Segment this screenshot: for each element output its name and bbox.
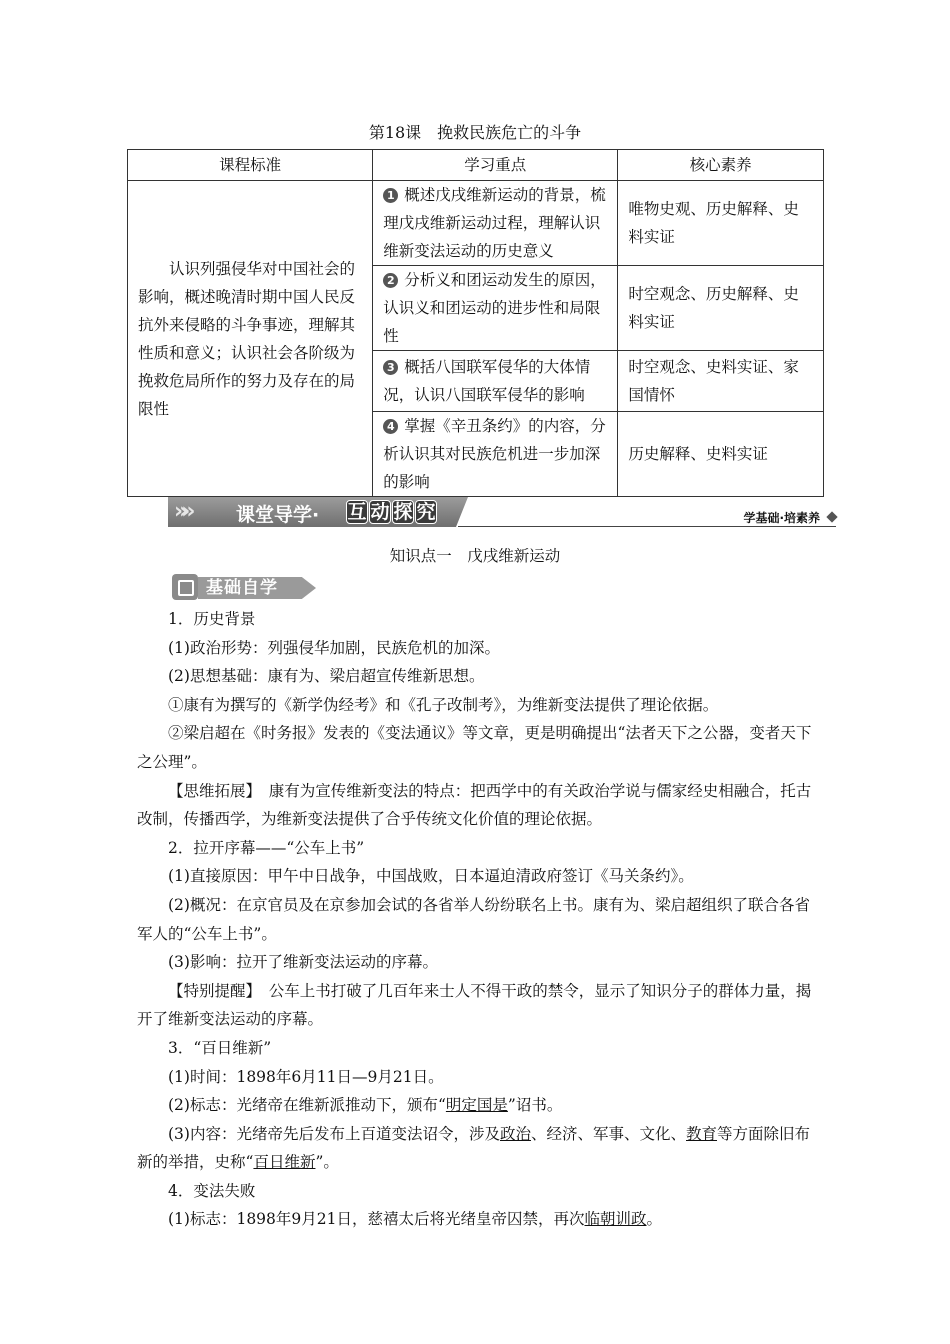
banner-left-text: 课堂导学· <box>236 504 320 526</box>
extension-label: 【思维拓展】 <box>168 781 254 800</box>
table-header-row <box>128 150 824 181</box>
boxed-char: 互 <box>347 501 367 523</box>
focus-cell <box>373 181 618 266</box>
tip-text: 公车上书打破了几百年来士人不得干政的禁令，显示了知识分子的群体力量，揭开了维新变法运动的序幕。 <box>137 981 812 1029</box>
text-span: 。 <box>646 1210 663 1229</box>
boxed-char: 究 <box>416 501 436 523</box>
content-body <box>137 605 817 1234</box>
tip-note <box>137 977 817 1034</box>
paragraph <box>137 1091 817 1120</box>
focus-cell <box>373 266 618 351</box>
notebook-icon <box>172 574 198 600</box>
text-span: (1)标志：1898年9月21日，慈禧太后将光绪皇帝囚禁，再次 <box>168 1210 585 1229</box>
focus-text: 概括八国联军侵华的大体情况，认识八国联军侵华的影响 <box>383 358 591 404</box>
literacy-cell: 唯物史观、历史解释、史料实证 <box>618 181 824 266</box>
curriculum-standard: 认识列强侵华对中国社会的影响，概述晚清时期中国人民反抗外来侵略的斗争事迹，理解其性质和意义；认识社会各阶级为挽救危局所作的努力及存在的局限性 <box>128 181 373 497</box>
extension-note <box>137 777 817 834</box>
underlined-term: 明定国是 <box>445 1096 508 1115</box>
underlined-term: 教育 <box>686 1124 718 1143</box>
underlined-term: 临朝训政 <box>584 1210 647 1229</box>
tip-label: 【特别提醒】 <box>168 981 254 1000</box>
heading: 3．“百日维新” <box>168 1038 272 1057</box>
text-span: 等方面除旧布新的举措，史称“ <box>137 1124 811 1172</box>
heading: 4．变法失败 <box>168 1181 256 1200</box>
literacy-cell: 时空观念、史料实证、家国情怀 <box>618 351 824 412</box>
paragraph: ②梁启超在《时务报》发表的《变法通议》等文章，更是明确提出“法者天下之公器，变者天下之公理”。 <box>137 724 812 771</box>
text-span: ”诏书。 <box>507 1096 563 1115</box>
paragraph <box>137 1120 817 1177</box>
subsection-label <box>172 574 316 602</box>
underlined-term: 百日维新 <box>253 1153 316 1172</box>
literacy-cell: 历史解释、史料实证 <box>618 412 824 497</box>
number-badge: 2 <box>383 273 398 288</box>
literacy-cell: 时空观念、历史解释、史料实证 <box>618 266 824 351</box>
focus-cell <box>373 351 618 412</box>
text-span: ”。 <box>315 1153 339 1172</box>
extension-text: 康有为宣传维新变法的特点：把西学中的有关政治学说与儒家经史相融合，托古改制，传播西学，为维新变法提供了合乎传统文化价值的理论依据。 <box>137 781 812 829</box>
table-row <box>128 181 824 266</box>
paragraph: (1)时间：1898年6月11日—9月21日。 <box>168 1067 444 1086</box>
header-focus: 学习重点 <box>373 150 618 181</box>
paragraph: ①康有为撰写的《新学伪经考》和《孔子改制考》，为维新变法提供了理论依据。 <box>168 695 719 714</box>
banner-boxed-text <box>346 500 438 524</box>
focus-cell <box>373 412 618 497</box>
number-badge: 1 <box>383 188 398 203</box>
number-badge: 4 <box>383 419 398 434</box>
paragraph: (1)直接原因：甲午中日战争，中国战败，日本逼迫清政府签订《马关条约》。 <box>168 867 694 886</box>
text-span: (2)标志：光绪帝在维新派推动下，颁布“ <box>168 1096 446 1115</box>
heading: 1．历史背景 <box>168 610 256 628</box>
paragraph: (3)影响：拉开了维新变法运动的序幕。 <box>168 953 438 972</box>
boxed-char: 动 <box>370 501 390 523</box>
focus-text: 掌握《辛丑条约》的内容，分析认识其对民族危机进一步加深的影响 <box>383 417 606 491</box>
paragraph: (2)思想基础：康有为、梁启超宣传维新思想。 <box>168 667 485 686</box>
boxed-char: 探 <box>393 501 413 523</box>
section-title: 知识点一 戊戌维新运动 <box>389 547 561 565</box>
double-chevron-icon: »» <box>174 499 189 524</box>
focus-text: 概述戊戌维新运动的背景，梳理戊戌维新运动过程，理解认识维新变法运动的历史意义 <box>383 186 606 260</box>
number-badge: 3 <box>383 360 398 375</box>
paragraph: (2)概况：在京官员及在京参加会试的各省举人纷纷联名上书。康有为、梁启超组织了联合各省军人的“公车上书”。 <box>137 895 810 943</box>
paragraph <box>137 1205 817 1234</box>
banner-rule <box>458 526 836 527</box>
text-span: 、经济、军事、文化、 <box>530 1124 686 1143</box>
heading: 2．拉开序幕——“公车上书” <box>168 838 365 857</box>
banner-right-text: 学基础·培素养 <box>743 511 820 525</box>
paragraph: (1)政治形势：列强侵华加剧，民族危机的加深。 <box>168 638 500 657</box>
section-banner <box>168 497 836 530</box>
header-standard: 课程标准 <box>128 150 373 181</box>
subsection-label-text: 基础自学 <box>206 578 278 598</box>
diamond-icon <box>826 511 837 522</box>
lesson-title: 第18课 挽救民族危亡的斗争 <box>368 123 582 142</box>
underlined-term: 政治 <box>499 1124 531 1143</box>
focus-text: 分析义和团运动发生的原因，认识义和团运动的进步性和局限性 <box>383 271 606 345</box>
curriculum-table <box>127 149 824 497</box>
header-literacy: 核心素养 <box>618 150 824 181</box>
text-span: (3)内容：光绪帝先后发布上百道变法诏令，涉及 <box>168 1124 500 1143</box>
